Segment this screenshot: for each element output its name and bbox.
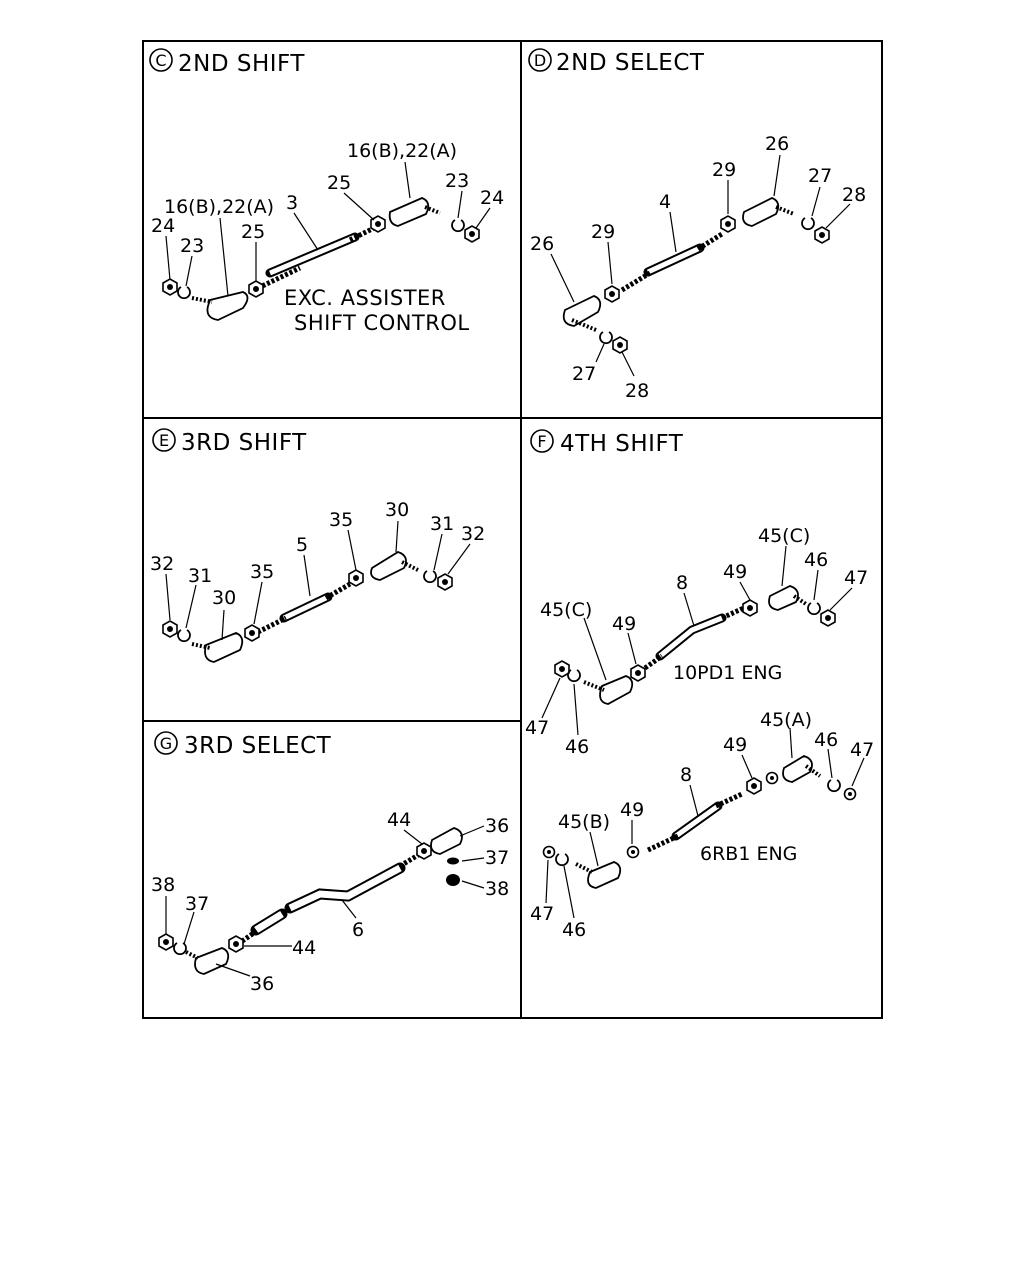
label-27-left: 27 [572, 363, 597, 385]
panel-d-title: 2ND SELECT [556, 50, 705, 76]
part-washer [828, 780, 840, 791]
label-rod-3: 3 [286, 192, 299, 214]
panel-d-letter: D [533, 51, 547, 70]
label-44-left: 44 [292, 937, 317, 959]
note-6rb1-eng: 6RB1 ENG [700, 843, 798, 865]
label-38-right: 38 [485, 878, 510, 900]
label-28-left: 28 [625, 380, 650, 402]
part-washer [447, 858, 459, 865]
label-45c-left: 45(C) [540, 599, 593, 621]
part-nut [747, 778, 761, 794]
label-46-left-lower: 46 [562, 919, 587, 941]
label-45c-right: 45(C) [758, 525, 811, 547]
label-38-left: 38 [151, 874, 176, 896]
label-29-right: 29 [712, 159, 737, 181]
panel-f-4th-shift [525, 430, 874, 941]
part-nut [821, 610, 835, 626]
panel-d-rod-assembly [564, 198, 794, 330]
part-washer [452, 220, 464, 231]
part-nut [349, 570, 363, 586]
label-24-right: 24 [480, 187, 505, 209]
panel-c-letter: C [155, 51, 167, 70]
panel-f-letter: F [537, 432, 547, 451]
part-washer [808, 603, 820, 614]
panel-d-leaders [551, 155, 850, 376]
panel-e-letter: E [158, 431, 170, 450]
label-27-right: 27 [808, 165, 833, 187]
label-26-right: 26 [765, 133, 790, 155]
panel-e-3rd-shift [150, 429, 485, 662]
part-nut [245, 625, 259, 641]
label-49-left-upper: 49 [612, 613, 637, 635]
part-nut [438, 574, 452, 590]
part-nut [605, 286, 619, 302]
panel-f-upper-rod-assembly [584, 586, 806, 704]
label-37-left: 37 [185, 893, 210, 915]
label-25-left: 25 [241, 221, 266, 243]
label-47-left-lower: 47 [530, 903, 555, 925]
part-nut [163, 621, 177, 637]
part-nut [628, 847, 639, 858]
label-30-right: 30 [385, 499, 410, 521]
part-washer [556, 854, 568, 865]
label-36-right: 36 [485, 815, 510, 837]
label-32-right: 32 [461, 523, 486, 545]
panel-f-title: 4TH SHIFT [560, 431, 684, 457]
label-36-left: 36 [250, 973, 275, 995]
label-46-right-upper: 46 [804, 549, 829, 571]
label-24-left: 24 [151, 215, 176, 237]
label-rod-4: 4 [659, 191, 672, 213]
label-25-right: 25 [327, 172, 352, 194]
part-nut [229, 936, 243, 952]
label-46-left-upper: 46 [565, 736, 590, 758]
label-32-left: 32 [150, 553, 175, 575]
panel-f-upper-leaders [542, 546, 852, 735]
part-nut [163, 279, 177, 295]
label-23-right: 23 [445, 170, 470, 192]
part-nut [446, 874, 460, 886]
part-washer [802, 218, 814, 229]
label-31-left: 31 [188, 565, 213, 587]
panel-c-2nd-shift [150, 49, 504, 335]
label-16b-22a-top: 16(B),22(A) [347, 140, 458, 162]
label-rod-8-lower: 8 [680, 764, 693, 786]
label-46-right-lower: 46 [814, 729, 839, 751]
label-29-left: 29 [591, 221, 616, 243]
part-washer [178, 287, 190, 298]
label-30-left: 30 [212, 587, 237, 609]
part-washer [178, 630, 190, 641]
label-35-left: 35 [250, 561, 275, 583]
part-nut [555, 661, 569, 677]
label-35-right: 35 [329, 509, 354, 531]
part-nut [417, 843, 431, 859]
panel-c-title: 2ND SHIFT [178, 51, 305, 77]
label-47-left-upper: 47 [525, 717, 550, 739]
label-26-left: 26 [530, 233, 555, 255]
panel-g-letter: G [159, 734, 173, 753]
label-47-right-lower: 47 [850, 739, 875, 761]
part-nut [159, 934, 173, 950]
part-nut [721, 216, 735, 232]
part-nut [845, 789, 856, 800]
panel-f-lower-rod-assembly [576, 756, 820, 888]
note-shift-control: SHIFT CONTROL [294, 311, 470, 335]
label-49-right-upper: 49 [723, 561, 748, 583]
panel-g-title: 3RD SELECT [184, 733, 332, 759]
panel-g-3rd-select [151, 732, 509, 995]
part-washer [568, 670, 580, 681]
part-washer [600, 332, 612, 343]
label-16b-22a-left: 16(B),22(A) [164, 196, 275, 218]
label-23-left: 23 [180, 235, 205, 257]
note-exc-assister: EXC. ASSISTER [284, 286, 446, 310]
label-45b-left: 45(B) [558, 811, 611, 833]
panel-d-2nd-select [529, 49, 866, 402]
label-49-left-lower: 49 [620, 799, 645, 821]
part-nut [767, 773, 778, 784]
part-nut [631, 665, 645, 681]
label-rod-6: 6 [352, 919, 365, 941]
note-10pd1-eng: 10PD1 ENG [673, 662, 783, 684]
label-47-right-upper: 47 [844, 567, 869, 589]
part-nut [544, 847, 555, 858]
part-nut [743, 600, 757, 616]
label-44-right: 44 [387, 809, 412, 831]
label-31-right: 31 [430, 513, 455, 535]
label-rod-5: 5 [296, 534, 309, 556]
part-nut [815, 227, 829, 243]
part-washer [174, 943, 186, 954]
label-rod-8-upper: 8 [676, 572, 689, 594]
label-45a-right: 45(A) [760, 709, 812, 731]
label-37-right: 37 [485, 847, 510, 869]
label-28-right: 28 [842, 184, 867, 206]
part-nut [249, 281, 263, 297]
panel-e-title: 3RD SHIFT [181, 430, 307, 456]
part-washer [424, 571, 436, 582]
part-nut [613, 337, 627, 353]
part-nut [465, 226, 479, 242]
label-49-right-lower: 49 [723, 734, 748, 756]
